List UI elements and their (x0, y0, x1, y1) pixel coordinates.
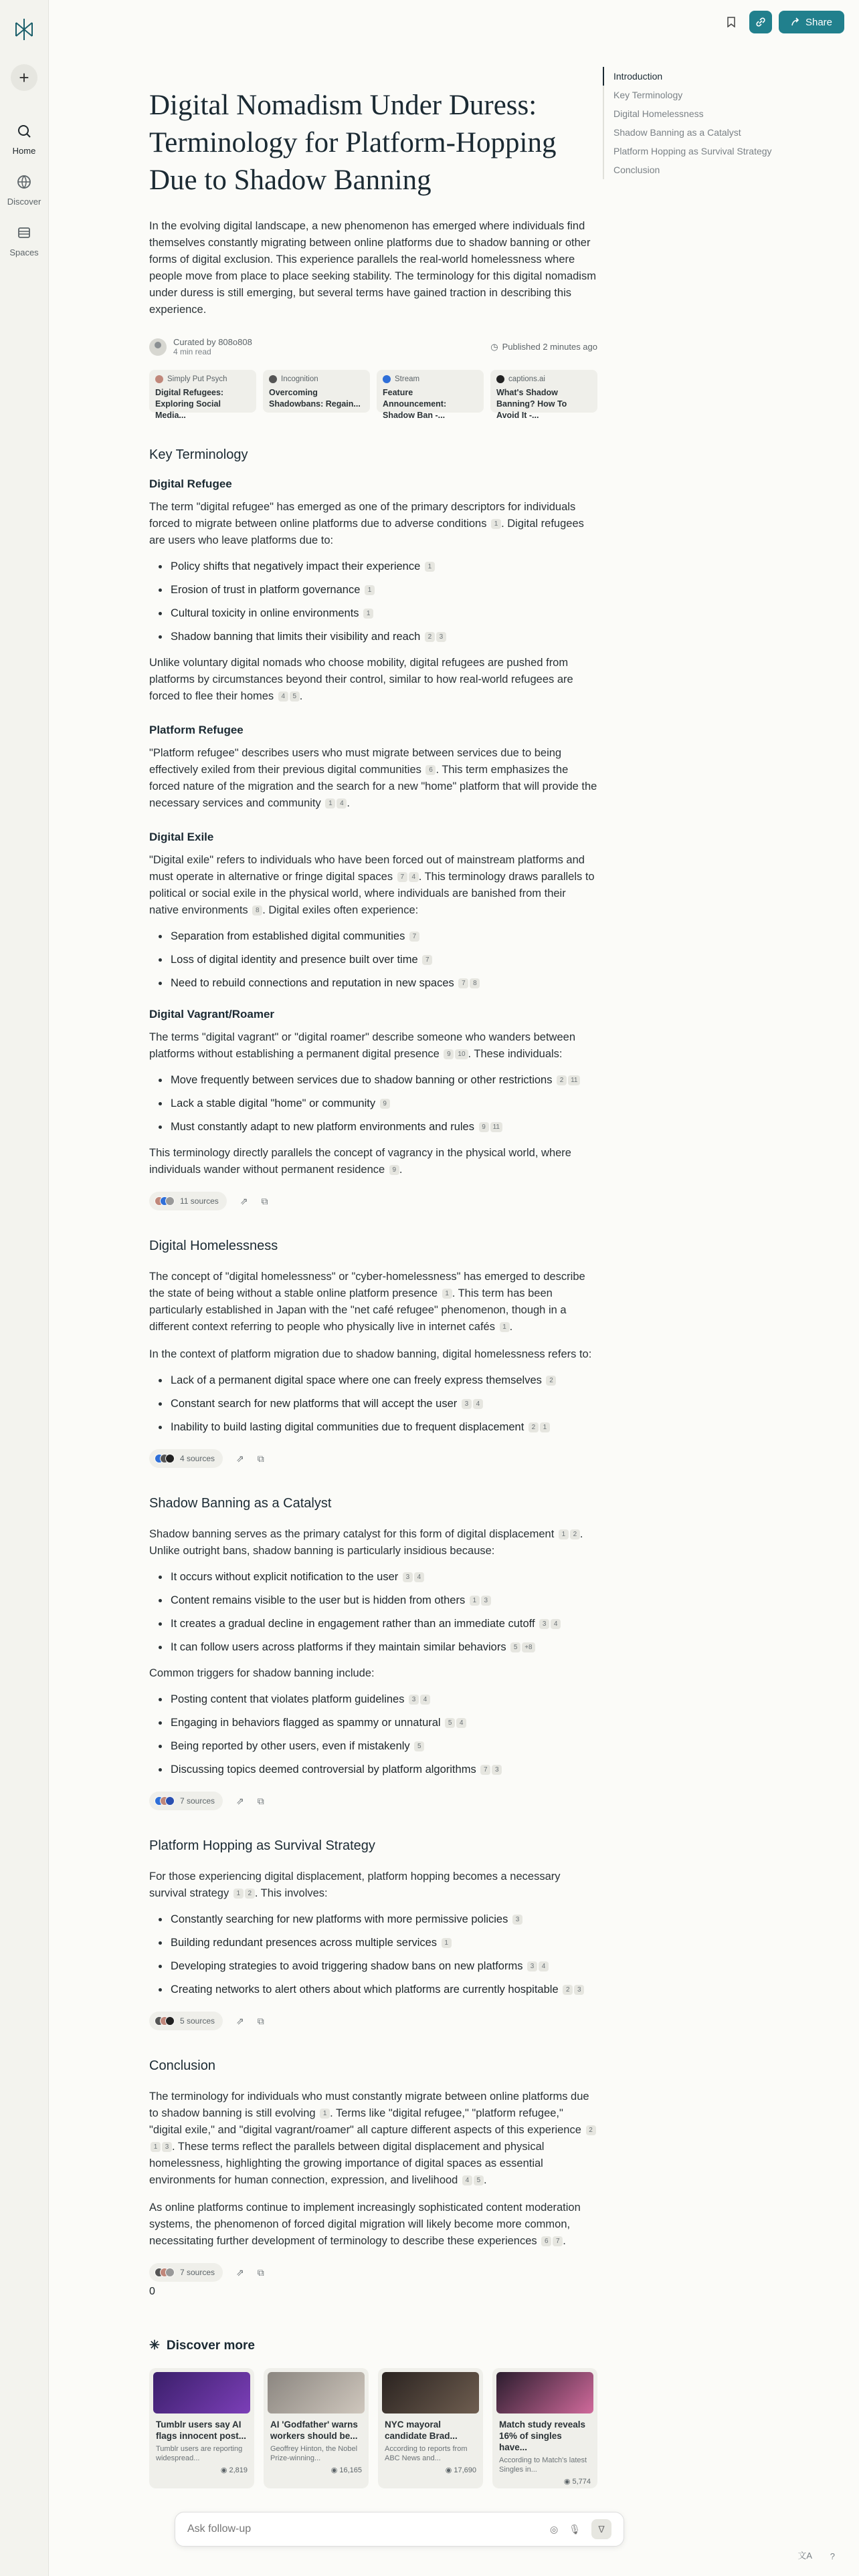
subsection-heading: Digital Vagrant/Roamer (149, 1008, 275, 1021)
list-item (149, 952, 597, 968)
list-text: It occurs without explicit notification to the user (171, 1571, 399, 1583)
list-item (149, 558, 597, 575)
list-item (149, 1072, 597, 1089)
share-link-icon[interactable]: ⇗ (236, 1453, 244, 1464)
citation[interactable]: 1 (442, 1938, 452, 1948)
share-label: Share (805, 16, 832, 28)
table-of-contents (603, 67, 777, 179)
citation[interactable]: 3 (462, 1399, 472, 1409)
citation[interactable]: 11 (568, 1075, 580, 1085)
card-title: Tumblr users say AI flags innocent post... (156, 2420, 247, 2441)
share-link-icon[interactable]: ⇗ (236, 1795, 244, 1806)
list-item (149, 1639, 597, 1656)
sources-button[interactable] (149, 1792, 223, 1810)
list-item (149, 1095, 597, 1112)
paragraph: The concept of "digital homelessness" or "cyber-homelessness" has emerged to describe the state of being without a stable online platform presence (149, 1271, 585, 1299)
citation[interactable]: 2 (546, 1376, 556, 1386)
source-favicon-icon (165, 1796, 175, 1806)
eye-icon: ◉ (563, 2478, 573, 2486)
article: Digital Nomadism Under Duress: Terminology for Platform-Hopping Due to Shadow Banning In the evolving digital landscape, a new phenomenon has emerged where individuals find themselves constantly migrating between online platforms due to shadow banning or other forms of digital exclusion. This experience parallels the real-world homelessness where people move from place to place seeking stability. The terminology for this digital nomadism under duress is still emerging, but several terms have gained traction in describing this experience. Curated by 808o808 4 min read ◷ Published 2 minutes ago Simply Put Psych Digital Refugees: Exploring Social Media... Incognition Overcoming Shadowbans: Regain... Stream Feature Announcement: Shadow Ban -... captions.ai What's Shadow Banning? How To Avoid It -... Key Terminology Digital Refugee The term "digital refugee" has emerged as one of the primary descriptors for individuals forced to migrate between online platforms due to adverse conditions 1 . Digital refugees are users who leave platforms due to: Policy shifts that negatively impact their experience 1 Erosion of trust in platform governance 1 Cultural toxicity in online environments 1 Shadow banning that limits their visibility and reach 2 3 Unlike voluntary digital nomads who choose mobility, digital refugees are pushed from platforms by circumstances beyond their control, similar to how real-world refugees are forced to flee their homes 4 5 . Platform Refugee "Platform refugee" describes users who must migrate between services due to being effectively exiled from their previous digital communities 6 . This term emphasizes the forced nature of the migration and the search for a new "home" platform that will provide the necessary services and community 1 4 . Digital Exile "Digital exile" refers to individuals who have been forced out of mainstream platforms and must operate in alternative or fringe digital spaces 7 4 . This terminology draws parallels to political or social exile in the physical world, where individuals are banished from their native environments 8 . Digital exiles often experience: Separation from established digital communities 7 Loss of digital identity and presence built over time 7 Need to rebuild connections and reputation in new spaces 7 8 Digital Vagrant/Roamer The terms "digital vagrant" or "digital roamer" describe someone who wanders between platforms without establishing a permanent digital presence 9 10 . These individuals: Move frequently between services due to shadow banning or other restrictions 2 11 Lack a stable digital "home" or community 9 Must constantly adapt to new platform environments and rules 9 11 This terminology directly parallels the concept of vagrancy in the physical world, where individuals wander without permanent residence 9 . 11 sources ⇗ ⧉ Digital Homelessness The concept of "digital homelessness" or "cyber-homelessness" has emerged to describe the state of being without a stable online platform presence 1 . This term has been particularly established in Japan with the "net café refugee" phenomenon, though in a different context referring to people who physically live in internet cafés 1 . In the context of platform migration due to shadow banning, digital homelessness refers to: Lack of a permanent digital space where one can freely express themselves 2 Constant search for new platforms that will accept the user 3 4 Inability to build lasting digital communities due to frequent displacement 2 1 4 sources ⇗ ⧉ Shadow Banning as a Catalyst Shadow banning serves as the primary catalyst for this form of digital displacement 1 2 . Unlike outright bans, shadow banning is particularly insidious because: It occurs without explicit notification to the user 3 4 Content remains visible to the user but is hidden from others 1 3 It creates a gradual decline in engagement rather than an immediate cutoff 3 4 It can follow users across platforms if they maintain similar behaviors 5 +8 Common triggers for shadow banning include: Posting content that violates platform guidelines 3 4 Engaging in behaviors flagged as spammy or unnatural 5 4 Being reported by other users, even if mistakenly 5 Discussing topics deemed controversial by platform algorithms 7 3 7 sources ⇗ ⧉ Platform Hopping as Survival Strategy For those experiencing digital displacement, platform hopping becomes a necessary survival strategy 1 2 . This involves: Constantly searching for new platforms with more permissive policies 3 Building redundant presences across multiple services 1 Developing strategies to avoid triggering shadow bans on new platforms 3 4 Creating networks to alert others about which platforms are currently hospitable 2 3 5 sources ⇗ ⧉ Conclusion The terminology for individuals who must constantly migrate between online platforms due to shadow banning is still evolving 1 . Terms like "digital refugee," "platform refugee," "digital exile," and "digital vagrant/roamer" all capture different aspects of this experience 21 3 . These terms reflect the parallels between digital displacement and physical homelessness, highlighting the growing importance of digital spaces as essential environments for human connection, expression, and livelihood 4 5 . As online platforms continue to implement increasingly sophisticated content moderation systems, the phenomenon of forced digital migration will likely become more common, necessitating further development of terminology to describe these experiences 6 7 . 7 sources ⇗ ⧉ 0 ✳ Discover more Tumblr users say AI flags innocent post... Tumblr users are reporting widespread... ◉ 2,819 AI 'Godfather' warns workers should be... Geoffrey Hinton, the Nobel Prize-winning... ◉ 16,165 NYC mayoral candidate Brad... According to reports from ABC News and... ◉ 17,690 Match study reveals 16% of singles have... According to Match's latest Singles in... ◉ 5,774 (149, 87, 597, 2488)
sources-button[interactable] (149, 2263, 223, 2282)
eye-icon: ◉ (330, 2466, 340, 2474)
globe-icon (13, 171, 35, 193)
citation[interactable]: 7 (458, 978, 468, 988)
source-name: Incognition (281, 375, 318, 383)
help-icon[interactable]: ? (830, 2551, 835, 2561)
eye-icon: ◉ (445, 2466, 454, 2474)
paragraph: The terminology for individuals who must constantly migrate between online platforms due to shadow banning is still evolving (149, 2090, 589, 2119)
list-item (149, 1691, 597, 1708)
card-snippet: Geoffrey Hinton, the Nobel Prize-winning... (270, 2445, 358, 2462)
logo-icon[interactable] (9, 15, 39, 44)
paragraph: In the context of platform migration due to shadow banning, digital homelessness refers to: (149, 1348, 592, 1360)
published-time: Published 2 minutes ago (502, 342, 597, 352)
citation[interactable]: 3 (527, 1961, 537, 1971)
list-item (149, 605, 597, 622)
share-icon (791, 17, 800, 27)
citation[interactable]: 1 (425, 562, 435, 572)
source-favicon-icon (383, 375, 391, 383)
avatar[interactable] (149, 338, 167, 356)
source-name: Stream (395, 375, 420, 383)
list-text: Move frequently between services due to shadow banning or other restrictions (171, 1074, 553, 1086)
hopping-list (149, 1911, 597, 1998)
citation[interactable]: 9 (479, 1122, 489, 1132)
paragraph: Shadow banning serves as the primary catalyst for this form of digital displacement (149, 1528, 555, 1540)
citation[interactable]: 1 (233, 1889, 244, 1899)
sources-button[interactable] (149, 1449, 223, 1468)
list-text: It can follow users across platforms if they maintain similar behaviors (171, 1641, 506, 1653)
subsection-heading: Digital Exile (149, 831, 214, 843)
list-item (149, 1738, 597, 1755)
paragraph: . These individuals: (468, 1048, 563, 1060)
sparkle-icon: ✳ (149, 2339, 160, 2353)
paragraph: "Digital exile" refers to individuals who have been forced out of mainstream platforms and must operate in alternative or fringe digital spaces (149, 854, 585, 883)
section-heading: Key Terminology (149, 447, 248, 462)
sources-row (149, 2012, 597, 2030)
list-text: Constantly searching for new platforms with more permissive policies (171, 1913, 508, 1925)
triggers-list (149, 1691, 597, 1778)
source-favicon-icon (165, 2016, 175, 2026)
vagrant-list (149, 1072, 597, 1136)
link-icon (755, 17, 766, 27)
citation[interactable]: 3 (574, 1985, 584, 1995)
translate-icon[interactable]: 文A (797, 2551, 812, 2561)
section-heading: Conclusion (149, 2058, 215, 2073)
citation[interactable]: 3 (436, 632, 446, 642)
discover-card[interactable] (149, 2368, 254, 2488)
citation[interactable]: 5 (445, 1718, 455, 1728)
citation[interactable]: 5 (474, 2175, 484, 2185)
discover-heading: Discover more (166, 2338, 255, 2353)
citation[interactable]: 9 (380, 1099, 390, 1109)
bookmark-button[interactable] (720, 11, 743, 33)
sources-row (149, 1792, 597, 1810)
paragraph: This terminology directly parallels the concept of vagrancy in the physical world, where individuals wander without permanent residence (149, 1147, 571, 1176)
list-text: Discussing topics deemed controversial by platform algorithms (171, 1763, 476, 1776)
citation[interactable]: 4 (414, 1572, 424, 1582)
list-text: Policy shifts that negatively impact their experience (171, 560, 421, 572)
voice-mode-icon: ᐁ (598, 2523, 605, 2535)
source-name: Simply Put Psych (167, 375, 227, 383)
card-title: Match study reveals 16% of singles have... (499, 2420, 586, 2452)
source-title: Digital Refugees: Exploring Social Media... (155, 388, 224, 420)
source-favicon-icon (155, 375, 163, 383)
source-favicon-icon (165, 1454, 175, 1463)
citation[interactable]: 7 (553, 2236, 563, 2246)
list-text: Being reported by other users, even if mistakenly (171, 1740, 410, 1752)
card-snippet: According to Match's latest Singles in... (499, 2456, 587, 2474)
list-text: Posting content that violates platform guidelines (171, 1693, 405, 1705)
list-item (149, 1935, 597, 1951)
citation[interactable]: 7 (397, 872, 407, 882)
list-text: Creating networks to alert others about which platforms are currently hospitable (171, 1983, 559, 1996)
sources-count: 7 sources (180, 1796, 215, 1806)
source-card[interactable] (263, 370, 370, 413)
citation[interactable]: 3 (409, 1695, 419, 1705)
card-title: NYC mayoral candidate Brad... (385, 2420, 458, 2441)
read-time: 4 min read (173, 347, 211, 356)
citation[interactable]: 4 (409, 872, 419, 882)
view-count: 5,774 (572, 2478, 591, 2486)
section-heading: Platform Hopping as Survival Strategy (149, 1838, 375, 1853)
toc-platform-hopping[interactable]: Platform Hopping as Survival Strategy (613, 146, 772, 156)
toc-shadow-banning[interactable]: Shadow Banning as a Catalyst (613, 127, 741, 138)
citation[interactable]: 4 (539, 1961, 549, 1971)
bookmark-icon (727, 17, 736, 27)
sources-count: 4 sources (180, 1454, 215, 1463)
citation[interactable]: 4 (551, 1619, 561, 1629)
citation[interactable]: 11 (490, 1122, 502, 1132)
citation[interactable]: 8 (470, 978, 480, 988)
sources-row (149, 1449, 597, 1468)
nav-home[interactable] (0, 120, 48, 156)
paragraph: The terms "digital vagrant" or "digital roamer" describe someone who wanders between platforms without establishing a permanent digital presence (149, 1031, 575, 1060)
list-text: Cultural toxicity in online environments (171, 607, 359, 619)
citation[interactable]: 5 (290, 691, 300, 702)
share-link-icon[interactable]: ⇗ (236, 2266, 244, 2278)
copy-icon[interactable]: ⧉ (261, 1195, 268, 1206)
submit-button[interactable] (591, 2519, 611, 2539)
list-item (149, 1981, 597, 1998)
citation[interactable]: 2 (425, 632, 435, 642)
list-item (149, 1419, 597, 1436)
card-image (153, 2372, 250, 2413)
sources-row (149, 2263, 597, 2282)
list-item (149, 1958, 597, 1975)
card-snippet: Tumblr users are reporting widespread... (156, 2445, 243, 2462)
paragraph: "Platform refugee" describes users who must migrate between services due to being effectively exiled from their previous digital communities (149, 747, 562, 776)
reaction-count: 0 (149, 2286, 155, 2297)
paragraph: . Digital exiles often experience: (262, 904, 419, 916)
citation[interactable]: 2 (245, 1889, 255, 1899)
intro-paragraph: In the evolving digital landscape, a new phenomenon has emerged where individuals find themselves constantly migrating between online platforms due to shadow banning or other forms of digital exclusion. This experience parallels the real-world homelessness where people move from place to place seeking stability. The terminology for this digital nomadism under duress is still emerging, but several terms have gained traction in describing this experience. (149, 220, 596, 316)
spaces-icon (13, 222, 35, 243)
citation[interactable]: 4 (462, 2175, 472, 2185)
card-image (268, 2372, 365, 2413)
list-item (149, 975, 597, 992)
article-meta (149, 337, 597, 356)
citation[interactable]: 4 (420, 1695, 430, 1705)
link-button[interactable] (749, 11, 772, 33)
source-favicon-icon (496, 375, 504, 383)
list-text: Need to rebuild connections and reputation in new spaces (171, 977, 454, 989)
citation[interactable]: 4 (278, 691, 288, 702)
list-text: Constant search for new platforms that will accept the user (171, 1398, 458, 1410)
citation[interactable]: +8 (522, 1642, 535, 1652)
list-item (149, 1911, 597, 1928)
citation[interactable]: 3 (403, 1572, 413, 1582)
list-text: Must constantly adapt to new platform environments and rules (171, 1121, 474, 1133)
sources-count: 11 sources (180, 1196, 219, 1206)
citation[interactable]: 3 (481, 1596, 491, 1606)
clock-icon: ◷ (490, 341, 498, 352)
citation[interactable]: 6 (541, 2236, 551, 2246)
citation[interactable]: 1 (470, 1596, 480, 1606)
paragraph: . Terms like "digital refugee," "platform refugee," "digital exile," and "digital vagrant/roamer" all capture different aspects of this experience (149, 2107, 581, 2136)
citation[interactable]: 7 (480, 1765, 490, 1775)
share-link-icon[interactable]: ⇗ (236, 2015, 244, 2026)
list-item (149, 1715, 597, 1731)
shadowban-list (149, 1569, 597, 1656)
citation[interactable]: 1 (500, 1322, 510, 1332)
list-text: Loss of digital identity and presence built over time (171, 954, 418, 966)
list-text: Separation from established digital communities (171, 930, 405, 942)
citation[interactable]: 2 (557, 1075, 567, 1085)
sources-count: 7 sources (180, 2268, 215, 2277)
nav-discover-label: Discover (7, 197, 41, 207)
list-text: Building redundant presences across multiple services (171, 1937, 438, 1949)
toc-conclusion[interactable]: Conclusion (613, 165, 660, 175)
card-snippet: According to reports from ABC News and... (385, 2445, 468, 2462)
list-item (149, 629, 597, 645)
followup-input[interactable] (187, 2523, 550, 2535)
citation[interactable]: 5 (414, 1741, 424, 1751)
paragraph: . This term has been particularly established in Japan with the "net café refugee" phenomenon, though in a different context referring to people who physically live in internet cafés (149, 1287, 567, 1333)
citation[interactable]: 1 (491, 519, 501, 529)
citation[interactable]: 2 (563, 1985, 573, 1995)
source-title: Overcoming Shadowbans: Regain... (269, 388, 361, 409)
citation[interactable]: 3 (539, 1619, 549, 1629)
discover-card[interactable] (378, 2368, 483, 2488)
view-count: 16,165 (339, 2466, 362, 2474)
citation[interactable]: 1 (363, 609, 373, 619)
page-title: Digital Nomadism Under Duress: Terminology for Platform-Hopping Due to Shadow Banning (149, 90, 557, 196)
source-title: What's Shadow Banning? How To Avoid It -... (496, 388, 567, 420)
nav-home-label: Home (12, 146, 36, 156)
list-text: Content remains visible to the user but is hidden from others (171, 1594, 466, 1606)
curator: Curated by 808o808 (173, 337, 252, 347)
citation[interactable]: 6 (425, 765, 436, 775)
sources-button[interactable] (149, 1192, 227, 1210)
list-text: Developing strategies to avoid triggering shadow bans on new platforms (171, 1960, 523, 1972)
citation[interactable]: 1 (559, 1529, 569, 1539)
sources-row (149, 1192, 597, 1210)
list-item (149, 1119, 597, 1136)
citation[interactable]: 1 (151, 2142, 161, 2152)
source-card[interactable] (377, 370, 484, 420)
section-heading: Shadow Banning as a Catalyst (149, 1496, 332, 1511)
list-item (149, 1396, 597, 1412)
nav-spaces-label: Spaces (9, 247, 39, 257)
citation[interactable]: 7 (422, 955, 432, 965)
citation[interactable]: 9 (389, 1165, 399, 1175)
toc-digital-homelessness[interactable]: Digital Homelessness (613, 108, 704, 119)
citation[interactable]: 2 (586, 2125, 596, 2135)
share-link-icon[interactable]: ⇗ (240, 1195, 248, 1206)
citation[interactable]: 8 (252, 905, 262, 916)
citation[interactable]: 3 (162, 2142, 172, 2152)
paragraph: . This term emphasizes the forced nature of the migration and the search for a new "home" platform that will provide the necessary services and community (149, 764, 597, 809)
share-button[interactable] (779, 11, 844, 33)
citation[interactable]: 3 (492, 1765, 502, 1775)
source-favicon-icon (165, 1196, 175, 1206)
sidebar (0, 0, 48, 2576)
citation[interactable]: 5 (510, 1642, 520, 1652)
nav-discover[interactable] (0, 171, 48, 207)
ask-followup-bar (175, 2512, 624, 2547)
source-favicon-icon (165, 2268, 175, 2277)
paragraph: As online platforms continue to implement increasingly sophisticated content moderation systems, the phenomenon of forced digital migration will likely become more common, necessitating further development of terminology to describe these experiences (149, 2202, 581, 2247)
refugee-list (149, 558, 597, 645)
citation[interactable]: 2 (529, 1422, 539, 1432)
copy-icon[interactable]: ⧉ (257, 1453, 264, 1464)
citation[interactable]: 3 (512, 1915, 522, 1925)
subsection-heading: Digital Refugee (149, 477, 232, 490)
list-text: It creates a gradual decline in engagement rather than an immediate cutoff (171, 1618, 535, 1630)
citation[interactable]: 7 (409, 932, 419, 942)
card-title: AI 'Godfather' warns workers should be... (270, 2420, 358, 2441)
toc-introduction[interactable]: Introduction (603, 67, 777, 86)
source-card[interactable] (490, 370, 597, 420)
list-text: Inability to build lasting digital communities due to frequent displacement (171, 1421, 524, 1433)
list-text: Shadow banning that limits their visibility and reach (171, 631, 421, 643)
citation[interactable]: 1 (442, 1289, 452, 1299)
citation[interactable]: 2 (570, 1529, 580, 1539)
card-image (382, 2372, 479, 2413)
new-thread-button[interactable]: + (11, 64, 37, 91)
list-text: Lack a stable digital "home" or community (171, 1097, 376, 1109)
list-item (149, 1761, 597, 1778)
citation[interactable]: 1 (320, 2109, 330, 2119)
list-text: Erosion of trust in platform governance (171, 584, 361, 596)
citation[interactable]: 1 (365, 585, 375, 595)
paragraph: For those experiencing digital displacement, platform hopping becomes a necessary survival strategy (149, 1870, 561, 1899)
citation[interactable]: 9 (444, 1049, 454, 1059)
attach-icon[interactable]: ◎ (550, 2523, 559, 2535)
topbar (720, 11, 844, 33)
microphone-icon[interactable]: 🎙 (569, 2523, 581, 2535)
source-cards (149, 370, 597, 420)
paragraph: . This terminology draws parallels to political or social exile in the physical world, where individuals are banished from their native environments (149, 871, 595, 916)
subsection-heading: Platform Refugee (149, 724, 244, 736)
source-card[interactable] (149, 370, 256, 420)
view-count: 2,819 (229, 2466, 248, 2474)
discover-section (149, 2338, 597, 2488)
sources-button[interactable] (149, 2012, 223, 2030)
card-image (496, 2372, 593, 2413)
sources-count: 5 sources (180, 2016, 215, 2026)
source-name: captions.ai (508, 375, 545, 383)
citation[interactable]: 10 (455, 1049, 468, 1059)
citation[interactable]: 4 (473, 1399, 483, 1409)
list-text: Lack of a permanent digital space where one can freely express themselves (171, 1374, 542, 1386)
toc-key-terminology[interactable]: Key Terminology (613, 90, 683, 100)
list-item (149, 1372, 597, 1389)
main-panel (48, 0, 859, 2576)
citation[interactable]: 4 (456, 1718, 466, 1728)
discover-card[interactable] (492, 2368, 597, 2488)
eye-icon: ◉ (220, 2466, 229, 2474)
view-count: 17,690 (454, 2466, 476, 2474)
source-favicon-icon (269, 375, 277, 383)
section-heading: Digital Homelessness (149, 1239, 278, 1253)
paragraph: The term "digital refugee" has emerged as one of the primary descriptors for individuals forced to migrate between online platforms due to adverse conditions (149, 501, 576, 530)
paragraph: . This involves: (254, 1887, 328, 1899)
paragraph: Unlike voluntary digital nomads who choose mobility, digital refugees are pushed from platforms by circumstances beyond their control, similar to how real-world refugees are forced to flee their homes (149, 657, 573, 702)
copy-icon[interactable]: ⧉ (257, 2015, 264, 2026)
paragraph: Common triggers for shadow banning include: (149, 1667, 375, 1679)
citation[interactable]: 1 (325, 798, 335, 809)
copy-icon[interactable]: ⧉ (257, 1795, 264, 1806)
copy-icon[interactable]: ⧉ (257, 2266, 264, 2278)
citation[interactable]: 1 (540, 1422, 550, 1432)
paragraph: . These terms reflect the parallels between digital displacement and physical homelessness, highlighting the growing importance of digital spaces as essential environments for human connection, expression, and livelihood (149, 2141, 545, 2186)
list-item (149, 928, 597, 945)
list-item (149, 1616, 597, 1632)
list-item (149, 1569, 597, 1586)
home-icon (13, 120, 35, 142)
source-title: Feature Announcement: Shadow Ban -... (383, 388, 447, 420)
homelessness-list (149, 1372, 597, 1436)
citation[interactable]: 4 (337, 798, 347, 809)
nav-spaces[interactable] (0, 222, 48, 257)
list-text: Engaging in behaviors flagged as spammy or unnatural (171, 1717, 441, 1729)
list-item (149, 1592, 597, 1609)
paragraph: . Digital refugees are users who leave platforms due to: (149, 518, 584, 546)
discover-card[interactable] (264, 2368, 369, 2488)
exile-list (149, 928, 597, 992)
paragraph: . Unlike outright bans, shadow banning is particularly insidious because: (149, 1528, 583, 1557)
list-item (149, 582, 597, 599)
